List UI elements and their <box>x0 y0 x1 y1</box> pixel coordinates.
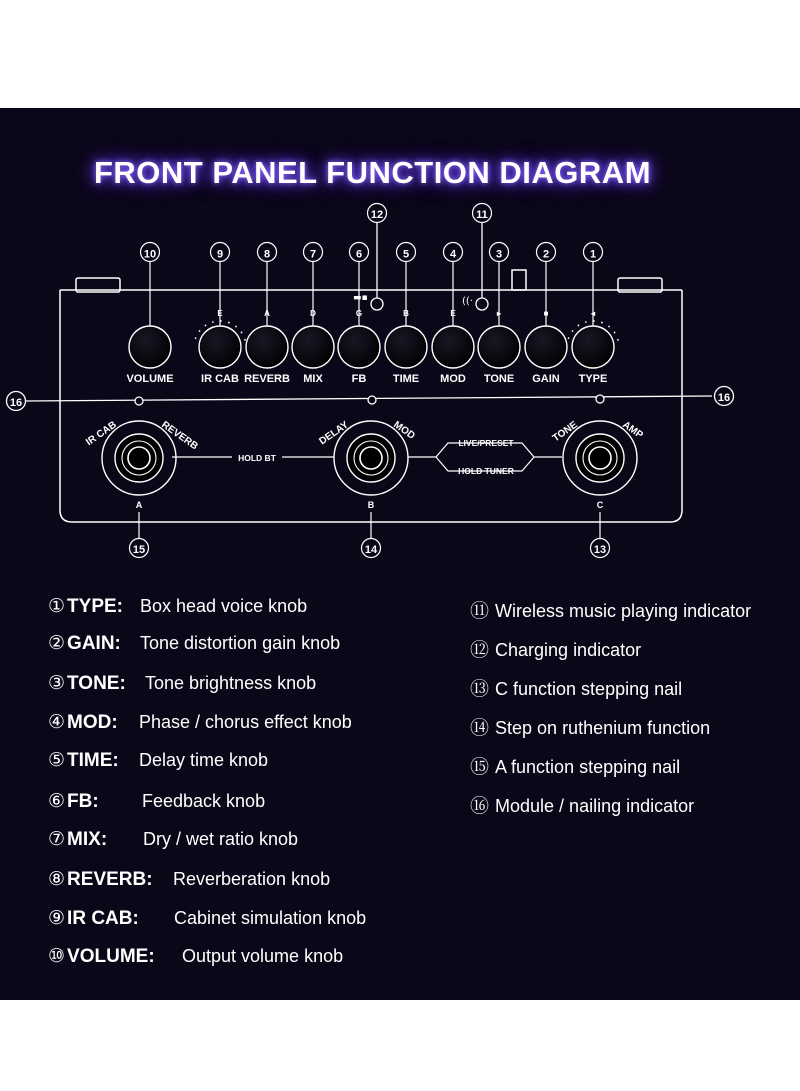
scale-dot <box>617 339 619 341</box>
wireless-icon: ((· <box>462 296 473 307</box>
knob-marker-letter: E <box>450 309 456 318</box>
charging-indicator <box>371 298 383 310</box>
knob-body[interactable] <box>129 326 171 368</box>
knob-callout-number: 4 <box>449 248 457 261</box>
knob-callout-number: 2 <box>542 248 550 261</box>
scale-dot <box>568 337 570 339</box>
legend-description: Dry / wet ratio knob <box>143 829 299 849</box>
scale-dot <box>199 330 201 332</box>
legend-left-item <box>48 907 367 930</box>
footswitch-letter: B <box>367 500 375 510</box>
knob-volume[interactable] <box>126 243 173 386</box>
knob-gain[interactable] <box>525 243 567 386</box>
legend-number: ⑩ <box>48 945 66 967</box>
legend-description: Reverberation knob <box>173 869 331 889</box>
legend-left-item <box>48 711 352 734</box>
legend-description: Output volume knob <box>182 946 344 966</box>
legend-left-item <box>48 790 266 813</box>
legend-left-item <box>48 868 331 891</box>
scale-dot <box>244 339 246 341</box>
legend-number: ⑫ <box>470 639 490 661</box>
knob-marker-letter: ■ <box>543 309 549 318</box>
legend-number: ① <box>48 595 66 617</box>
legend-key: TONE: <box>67 673 126 694</box>
legend-key: MIX: <box>67 829 108 850</box>
footswitch-arc-right: AMP <box>620 419 645 442</box>
legend-number: ⑬ <box>470 678 490 700</box>
knob-body[interactable] <box>432 326 474 368</box>
knob-label: IR CAB <box>201 373 239 385</box>
scale-dot <box>578 325 580 327</box>
knob-callout-number: 3 <box>495 248 503 261</box>
legend-description: Box head voice knob <box>140 596 308 616</box>
legend-right-item <box>470 674 682 701</box>
legend-right-item <box>470 752 680 779</box>
legend-left-item <box>48 672 317 695</box>
legend-key: REVERB: <box>67 869 153 890</box>
knob-marker-letter: G <box>355 309 363 318</box>
knob-marker-letter: B <box>403 309 409 318</box>
scale-dot <box>228 322 230 324</box>
footswitch-b[interactable] <box>317 419 416 557</box>
footswitch-letter: A <box>135 500 143 510</box>
knob-body[interactable] <box>385 326 427 368</box>
legend-description: Delay time knob <box>139 750 269 770</box>
knob-body[interactable] <box>246 326 288 368</box>
legend-left-item <box>48 945 344 968</box>
knob-ir-cab[interactable] <box>195 243 246 386</box>
footswitch-callout-number: 13 <box>593 544 607 556</box>
callout-16-left: 16 <box>9 397 23 409</box>
knob-marker-letter: E <box>217 309 223 318</box>
knob-tone[interactable] <box>478 243 520 386</box>
scale-dot <box>593 320 595 322</box>
knob-label: GAIN <box>532 373 560 385</box>
knob-label: VOLUME <box>126 373 174 385</box>
legend-right-item <box>470 791 694 818</box>
legend-number: ⑭ <box>470 717 490 739</box>
scale-dot <box>572 330 574 332</box>
knob-callout-number: 8 <box>263 248 271 261</box>
legend-number: ⑤ <box>48 749 66 771</box>
footswitch-arc-left: DELAY <box>317 419 351 448</box>
footswitch-arc-right: MOD <box>391 419 417 442</box>
scale-dot <box>241 332 243 334</box>
legend-left-item <box>48 595 308 618</box>
legend-number: ⑥ <box>48 790 66 812</box>
legend-description: Tone distortion gain knob <box>140 633 341 653</box>
legend-number: ⑮ <box>470 756 490 778</box>
legend-description: Phase / chorus effect knob <box>139 712 352 732</box>
legend-description: A function stepping nail <box>495 757 681 777</box>
knob-callout-number: 6 <box>355 248 363 261</box>
knob-marker-letter: ◂ <box>590 309 596 318</box>
knob-callout-number: 5 <box>402 248 410 261</box>
hold-bt-label: HOLD BT <box>238 453 276 463</box>
knob-label: TONE <box>483 373 515 385</box>
callout-11: 11 <box>476 209 488 221</box>
knob-label: FB <box>351 373 367 385</box>
knob-callout-number: 7 <box>309 248 317 261</box>
legend-description: Cabinet simulation knob <box>174 908 367 928</box>
legend-right-item <box>470 596 751 623</box>
footswitch-a[interactable] <box>84 419 200 557</box>
wireless-indicator <box>476 298 488 310</box>
legend-key: VOLUME: <box>67 946 155 967</box>
knob-callout-number: 1 <box>589 248 597 261</box>
knob-type[interactable] <box>568 243 619 386</box>
legend-left-item <box>48 828 299 851</box>
live-preset-label: LIVE/PRESET <box>458 438 514 448</box>
footswitch-callout-number: 14 <box>364 544 378 556</box>
legend-key: FB: <box>67 791 99 812</box>
footswitch-c[interactable] <box>551 419 645 557</box>
legend-description: C function stepping nail <box>495 679 683 699</box>
scale-dot <box>601 322 603 324</box>
callout-16-right: 16 <box>717 392 731 404</box>
legend-number: ④ <box>48 711 66 733</box>
knob-label: MOD <box>440 373 466 385</box>
legend-right-item <box>470 713 710 740</box>
knob-body[interactable] <box>525 326 567 368</box>
legend-number: ⑧ <box>48 868 66 890</box>
module-indicator-line <box>7 387 734 411</box>
knob-mix[interactable] <box>292 243 334 386</box>
legend-description: Step on ruthenium function <box>495 718 711 738</box>
legend-description: Wireless music playing indicator <box>495 601 752 621</box>
scale-dot <box>195 337 197 339</box>
legend-number: ⑯ <box>470 795 490 817</box>
legend-key: MOD: <box>67 712 118 733</box>
scale-dot <box>585 321 587 323</box>
knob-callout-number: 10 <box>143 248 157 261</box>
indicator-leds <box>353 222 488 310</box>
knob-time[interactable] <box>385 243 427 386</box>
knob-fb[interactable] <box>338 243 380 386</box>
legend-key: TYPE: <box>67 596 123 617</box>
knob-body[interactable] <box>338 326 380 368</box>
knob-marker-letter: D <box>310 309 316 318</box>
legend-description: Charging indicator <box>495 640 642 660</box>
legend-number: ⑨ <box>48 907 66 929</box>
footswitch-letter: C <box>596 500 604 510</box>
battery-icon: ▬▪ <box>353 293 368 303</box>
legend-left-item <box>48 632 341 655</box>
callout-12: 12 <box>370 209 384 221</box>
footswitch-arc-right: REVERB <box>159 419 200 453</box>
led-callouts <box>368 204 492 223</box>
legend-number: ⑪ <box>470 600 490 622</box>
footswitch-arc-left: TONE <box>550 419 580 445</box>
knob-label: TIME <box>392 373 420 385</box>
knob-marker-letter: ▸ <box>496 309 502 318</box>
knob-body[interactable] <box>478 326 520 368</box>
knob-callout-number: 9 <box>216 248 224 261</box>
scale-dot <box>235 326 237 328</box>
knob-reverb[interactable] <box>244 243 290 386</box>
legend-number: ⑦ <box>48 828 66 850</box>
legend-description: Feedback knob <box>142 791 266 811</box>
knob-marker-letter: A <box>264 309 270 318</box>
hold-tuner-label: HOLD TUNER <box>458 466 514 476</box>
knob-body[interactable] <box>292 326 334 368</box>
knob-body[interactable] <box>199 326 241 368</box>
legend-description: Module / nailing indicator <box>495 796 695 816</box>
footswitch-callout-number: 15 <box>132 544 146 556</box>
legend-key: GAIN: <box>67 633 121 654</box>
legend-number: ② <box>48 632 66 654</box>
legend-number: ③ <box>48 672 66 694</box>
scale-dot <box>220 320 222 322</box>
knob-body[interactable] <box>572 326 614 368</box>
knob-label: TYPE <box>578 373 608 385</box>
knob-mod[interactable] <box>432 243 474 386</box>
legend-key: TIME: <box>67 750 119 771</box>
footswitch-arc-left: IR CAB <box>84 419 119 449</box>
knob-label: MIX <box>303 373 323 385</box>
scale-dot <box>614 332 616 334</box>
legend-key: IR CAB: <box>67 908 139 929</box>
scale-dot <box>212 321 214 323</box>
legend-right-item <box>470 635 641 662</box>
diagram-title: FRONT PANEL FUNCTION DIAGRAM <box>93 155 652 190</box>
scale-dot <box>205 325 207 327</box>
legend-left-item <box>48 749 269 772</box>
scale-dot <box>608 326 610 328</box>
knob-label: REVERB <box>244 373 290 385</box>
legend-description: Tone brightness knob <box>145 673 317 693</box>
